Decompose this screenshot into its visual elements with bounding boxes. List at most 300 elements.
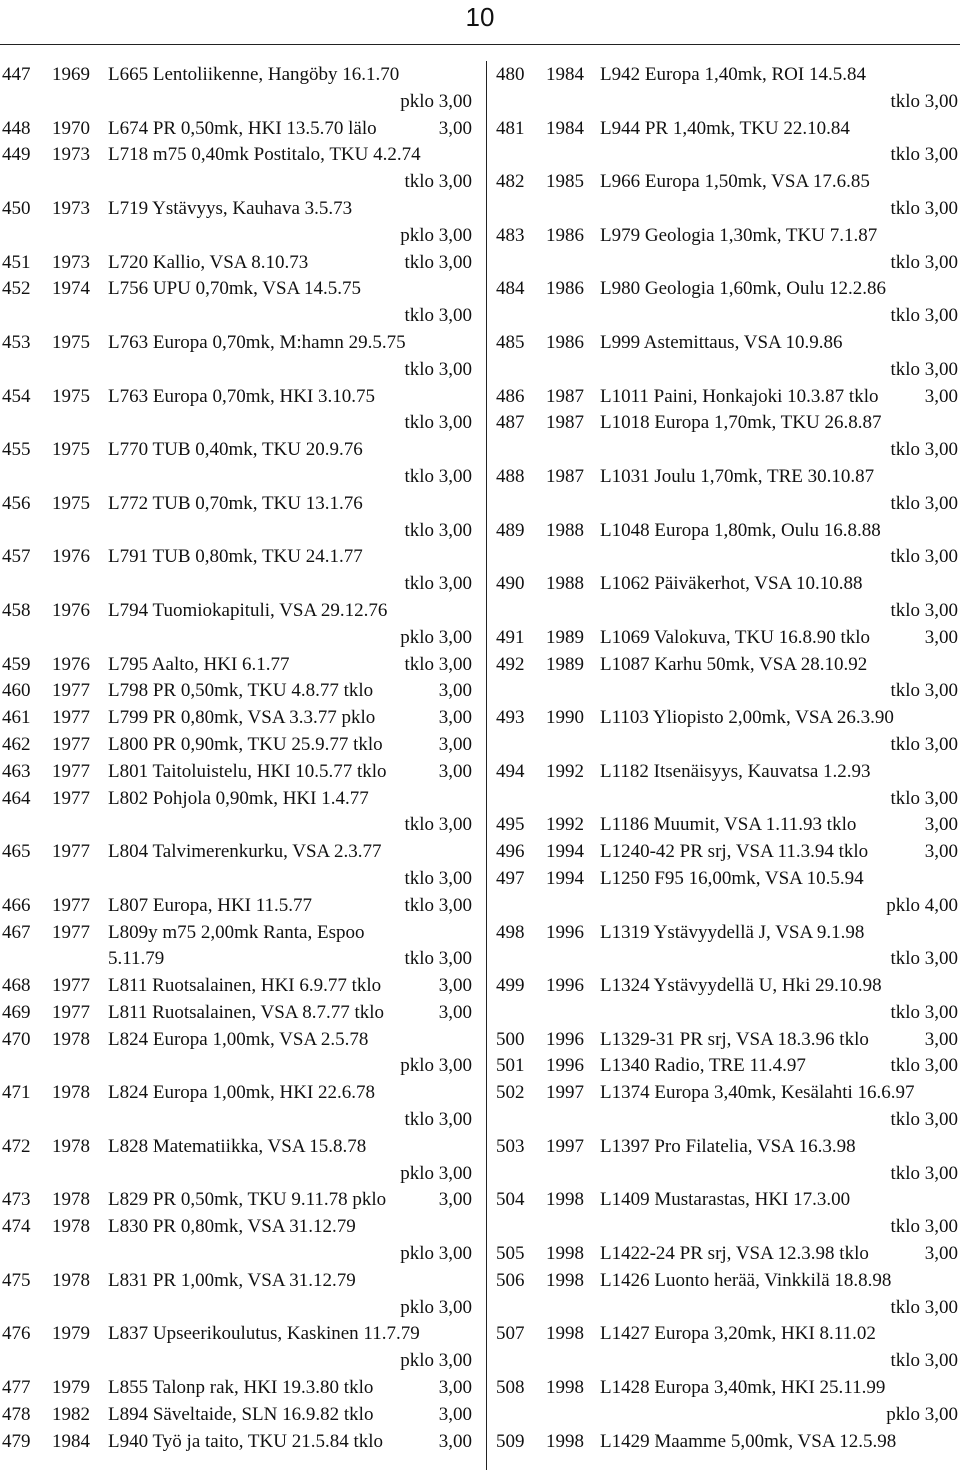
list-item (496, 946, 958, 973)
list-item (2, 946, 472, 973)
list-item (496, 1429, 958, 1456)
entry-year: 1973 (52, 251, 90, 273)
entry-postmark-price: 3,00 (438, 680, 472, 702)
entry-postmark-price: 3,00 (438, 760, 472, 782)
entry-description: L770 TUB 0,40mk, TKU 20.9.76 (108, 439, 363, 461)
list-item (496, 250, 958, 277)
entry-description: L1374 Europa 3,40mk, Kesälahti 16.6.97 (600, 1082, 915, 1104)
list-item (2, 1134, 472, 1161)
entry-postmark-price: tklo 3,00 (404, 1109, 472, 1131)
entry-postmark-price: 3,00 (438, 707, 472, 729)
entry-number: 485 (496, 331, 525, 353)
entry-number: 456 (2, 492, 31, 514)
list-item (496, 518, 958, 545)
entry-postmark-price: tklo 3,00 (404, 519, 472, 541)
entry-postmark-price: 3,00 (438, 975, 472, 997)
list-item (2, 1053, 472, 1080)
entry-description: L1426 Luonto herää, Vinkkilä 18.8.98 (600, 1269, 892, 1291)
entry-postmark-price: pklo 3,00 (400, 224, 472, 246)
list-item (2, 1107, 472, 1134)
entry-number: 502 (496, 1082, 525, 1104)
entry-year: 1975 (52, 439, 90, 461)
entry-number: 481 (496, 117, 525, 139)
entry-number: 477 (2, 1377, 31, 1399)
entry-year: 1992 (546, 760, 584, 782)
entry-year: 1974 (52, 278, 90, 300)
entry-description: L1427 Europa 3,20mk, HKI 8.11.02 (600, 1323, 876, 1345)
entry-postmark-price: pklo 3,00 (400, 1243, 472, 1265)
entry-number: 449 (2, 144, 31, 166)
list-item (2, 357, 472, 384)
entry-number: 508 (496, 1377, 525, 1399)
entry-description: L763 Europa 0,70mk, M:hamn 29.5.75 (108, 331, 406, 353)
entry-year: 1990 (546, 707, 584, 729)
entry-description: L980 Geologia 1,60mk, Oulu 12.2.86 (600, 278, 887, 300)
entry-postmark-price: tklo 3,00 (404, 653, 472, 675)
entry-description: L966 Europa 1,50mk, VSA 17.6.85 (600, 171, 870, 193)
entry-postmark-price: tklo 3,00 (404, 573, 472, 595)
list-item (496, 893, 958, 920)
entry-year: 1988 (546, 519, 584, 541)
list-item (496, 1348, 958, 1375)
entry-number: 474 (2, 1216, 31, 1238)
list-item (2, 1402, 472, 1429)
entry-description: L1011 Paini, Honkajoki 10.3.87 tklo (600, 385, 879, 407)
entry-description: L1397 Pro Filatelia, VSA 16.3.98 (600, 1135, 856, 1157)
entry-year: 1977 (52, 680, 90, 702)
entry-year: 1977 (52, 1001, 90, 1023)
entry-description: L718 m75 0,40mk Postitalo, TKU 4.2.74 (108, 144, 421, 166)
list-item (496, 598, 958, 625)
entry-number: 480 (496, 64, 525, 85)
list-item (496, 544, 958, 571)
entry-number: 479 (2, 1430, 31, 1452)
entry-postmark-price: tklo 3,00 (890, 787, 958, 809)
entry-description: L795 Aalto, HKI 6.1.77 (108, 653, 290, 675)
entry-postmark-price: tklo 3,00 (890, 1216, 958, 1238)
entry-number: 468 (2, 975, 31, 997)
entry-year: 1982 (52, 1403, 90, 1425)
list-item (2, 1375, 472, 1402)
list-item (2, 920, 472, 947)
list-item (496, 196, 958, 223)
entry-year: 1978 (52, 1028, 90, 1050)
entry-year: 1996 (546, 1028, 584, 1050)
entry-description: L1409 Mustarastas, HKI 17.3.00 (600, 1189, 851, 1211)
entry-description: L801 Taitoluistelu, HKI 10.5.77 tklo (108, 760, 387, 782)
list-item (2, 437, 472, 464)
list-item (2, 678, 472, 705)
entry-postmark-price: tklo 3,00 (890, 439, 958, 461)
entry-description: L837 Upseerikoulutus, Kaskinen 11.7.79 (108, 1323, 420, 1345)
entry-postmark-price: 3,00 (924, 1028, 958, 1050)
entry-year: 1976 (52, 546, 90, 568)
left-column (2, 62, 472, 1455)
entry-postmark-price: pklo 3,00 (400, 1296, 472, 1318)
entry-number: 454 (2, 385, 31, 407)
entry-number: 492 (496, 653, 525, 675)
list-item (2, 223, 472, 250)
list-item (2, 250, 472, 277)
entry-year: 1973 (52, 197, 90, 219)
entry-number: 475 (2, 1269, 31, 1291)
entry-year: 1996 (546, 975, 584, 997)
entry-year: 1998 (546, 1430, 584, 1452)
entry-postmark-price: pklo 3,00 (400, 1350, 472, 1372)
entry-number: 447 (2, 64, 31, 85)
entry-number: 501 (496, 1055, 525, 1077)
entry-year: 1977 (52, 841, 90, 863)
entry-number: 495 (496, 814, 525, 836)
entry-number: 472 (2, 1135, 31, 1157)
entry-description: L1428 Europa 3,40mk, HKI 25.11.99 (600, 1377, 886, 1399)
entry-postmark-price: tklo 3,00 (890, 1296, 958, 1318)
entry-description: L799 PR 0,80mk, VSA 3.3.77 pklo (108, 707, 376, 729)
list-item (2, 384, 472, 411)
entry-postmark-price: tklo 3,00 (404, 358, 472, 380)
list-item (2, 276, 472, 303)
list-item (2, 812, 472, 839)
list-item (496, 1402, 958, 1429)
entry-year: 1984 (546, 117, 584, 139)
entry-number: 499 (496, 975, 525, 997)
entry-description: L1329-31 PR srj, VSA 18.3.96 tklo (600, 1028, 869, 1050)
list-item (2, 116, 472, 143)
entry-number: 448 (2, 117, 31, 139)
entry-description: L1069 Valokuva, TKU 16.8.90 tklo (600, 626, 871, 648)
entry-number: 491 (496, 626, 525, 648)
entry-postmark-price: 3,00 (924, 841, 958, 863)
entry-description: L811 Ruotsalainen, VSA 8.7.77 tklo (108, 1001, 385, 1023)
list-item (2, 1080, 472, 1107)
list-item (496, 330, 958, 357)
entry-number: 465 (2, 841, 31, 863)
entry-postmark-price: 3,00 (924, 814, 958, 836)
list-item (496, 1295, 958, 1322)
entry-postmark-price: tklo 3,00 (890, 305, 958, 327)
top-rule (0, 44, 960, 45)
entry-year: 1985 (546, 171, 584, 193)
entry-postmark-price: tklo 3,00 (404, 171, 472, 193)
list-item (496, 705, 958, 732)
entry-postmark-price: 3,00 (924, 626, 958, 648)
list-item (2, 142, 472, 169)
list-item (2, 1214, 472, 1241)
entry-postmark-price: tklo 3,00 (890, 599, 958, 621)
entry-postmark-price: 3,00 (438, 1430, 472, 1452)
entry-number: 484 (496, 278, 525, 300)
list-item (496, 759, 958, 786)
entry-postmark-price: 3,00 (438, 733, 472, 755)
entry-year: 1987 (546, 465, 584, 487)
entry-description: L1103 Yliopisto 2,00mk, VSA 26.3.90 (600, 707, 894, 729)
list-item (2, 330, 472, 357)
page-number: 10 (465, 2, 495, 32)
list-item (2, 196, 472, 223)
entry-year: 1979 (52, 1377, 90, 1399)
list-item (496, 142, 958, 169)
entry-number: 487 (496, 412, 525, 434)
list-item (496, 1107, 958, 1134)
entry-postmark-price: tklo 3,00 (890, 251, 958, 273)
entry-description: L763 Europa 0,70mk, HKI 3.10.75 (108, 385, 376, 407)
list-item (496, 357, 958, 384)
entry-year: 1977 (52, 787, 90, 809)
entry-description: L772 TUB 0,70mk, TKU 13.1.76 (108, 492, 363, 514)
entry-description: L756 UPU 0,70mk, VSA 14.5.75 (108, 278, 362, 300)
entry-postmark-price: tklo 3,00 (890, 546, 958, 568)
entry-postmark-price: 3,00 (438, 1403, 472, 1425)
entry-year: 1997 (546, 1135, 584, 1157)
entry-description: L831 PR 1,00mk, VSA 31.12.79 (108, 1269, 356, 1291)
entry-number: 488 (496, 465, 525, 487)
list-item (2, 1027, 472, 1054)
entry-postmark-price: 3,00 (924, 385, 958, 407)
list-item (496, 89, 958, 116)
entry-year: 1992 (546, 814, 584, 836)
list-item (2, 491, 472, 518)
entry-year: 1977 (52, 975, 90, 997)
entry-description: L1250 F95 16,00mk, VSA 10.5.94 (600, 867, 864, 889)
entry-description: L809y m75 2,00mk Ranta, Espoo (108, 921, 365, 943)
list-item (2, 839, 472, 866)
entry-year: 1989 (546, 653, 584, 675)
entry-year: 1977 (52, 733, 90, 755)
entry-year: 1969 (52, 64, 90, 85)
entry-number: 451 (2, 251, 31, 273)
entry-description: L940 Työ ja taito, TKU 21.5.84 tklo (108, 1430, 384, 1452)
list-item (496, 276, 958, 303)
list-item (2, 1429, 472, 1456)
list-item (496, 1214, 958, 1241)
list-item (496, 973, 958, 1000)
entry-postmark-price: tklo 3,00 (404, 894, 472, 916)
entry-year: 1989 (546, 626, 584, 648)
entry-description: L979 Geologia 1,30mk, TKU 7.1.87 (600, 224, 878, 246)
entry-number: 470 (2, 1028, 31, 1050)
entry-number: 497 (496, 867, 525, 889)
entry-postmark-price: tklo 3,00 (890, 1162, 958, 1184)
entry-number: 461 (2, 707, 31, 729)
entry-postmark-price: tklo 3,00 (890, 1001, 958, 1023)
entry-number: 463 (2, 760, 31, 782)
entry-postmark-price: pklo 3,00 (886, 1403, 958, 1425)
entry-year: 1998 (546, 1269, 584, 1291)
list-item (496, 1321, 958, 1348)
entry-postmark-price: 3,00 (438, 117, 472, 139)
list-item (496, 1000, 958, 1027)
entry-postmark-price: tklo 3,00 (404, 305, 472, 327)
entry-year: 1978 (52, 1082, 90, 1104)
list-item (2, 1187, 472, 1214)
entry-year: 1976 (52, 653, 90, 675)
list-item (2, 598, 472, 625)
entry-description: L1324 Ystävyydellä U, Hki 29.10.98 (600, 975, 882, 997)
entry-number: 467 (2, 921, 31, 943)
list-item (2, 169, 472, 196)
entry-number: 462 (2, 733, 31, 755)
entry-year: 1970 (52, 117, 90, 139)
list-item (496, 169, 958, 196)
list-item (496, 866, 958, 893)
entry-year: 1986 (546, 224, 584, 246)
list-item (2, 786, 472, 813)
entry-postmark-price: pklo 3,00 (400, 1162, 472, 1184)
entry-postmark-price: pklo 3,00 (400, 90, 472, 112)
entry-postmark-price: tklo 3,00 (890, 1055, 958, 1077)
entry-description: L824 Europa 1,00mk, VSA 2.5.78 (108, 1028, 369, 1050)
entry-postmark-price: 3,00 (924, 1243, 958, 1265)
entry-postmark-price: pklo 3,00 (400, 1055, 472, 1077)
entry-description: L1240-42 PR srj, VSA 11.3.94 tklo (600, 841, 869, 863)
list-item (2, 464, 472, 491)
entry-description: L1429 Maamme 5,00mk, VSA 12.5.98 (600, 1430, 897, 1452)
entry-description: L807 Europa, HKI 11.5.77 (108, 894, 313, 916)
entry-description: L791 TUB 0,80mk, TKU 24.1.77 (108, 546, 363, 568)
entry-description: L829 PR 0,50mk, TKU 9.11.78 pklo (108, 1189, 387, 1211)
entry-number: 506 (496, 1269, 525, 1291)
list-item (2, 652, 472, 679)
entry-year: 1996 (546, 1055, 584, 1077)
entry-number: 466 (2, 894, 31, 916)
entry-description: L1422-24 PR srj, VSA 12.3.98 tklo (600, 1243, 869, 1265)
entry-number: 469 (2, 1001, 31, 1023)
entry-postmark-price: tklo 3,00 (890, 948, 958, 970)
list-item (496, 652, 958, 679)
entry-postmark-price: tklo 3,00 (890, 1109, 958, 1131)
entry-description: 5.11.79 (108, 948, 165, 970)
entry-year: 1987 (546, 385, 584, 407)
entry-description: L1319 Ystävyydellä J, VSA 9.1.98 (600, 921, 865, 943)
list-item (496, 812, 958, 839)
entry-year: 1977 (52, 894, 90, 916)
list-item (496, 1027, 958, 1054)
entry-number: 452 (2, 278, 31, 300)
entry-year: 1997 (546, 1082, 584, 1104)
entry-postmark-price: tklo 3,00 (404, 465, 472, 487)
entry-year: 1975 (52, 492, 90, 514)
entry-number: 489 (496, 519, 525, 541)
entry-number: 473 (2, 1189, 31, 1211)
entry-number: 486 (496, 385, 525, 407)
entry-postmark-price: pklo 3,00 (400, 626, 472, 648)
entry-year: 1984 (546, 64, 584, 85)
entry-year: 1978 (52, 1189, 90, 1211)
entry-postmark-price: tklo 3,00 (890, 733, 958, 755)
list-item (2, 62, 472, 89)
entry-number: 460 (2, 680, 31, 702)
entry-year: 1975 (52, 385, 90, 407)
entry-postmark-price: tklo 3,00 (404, 814, 472, 836)
entry-description: L798 PR 0,50mk, TKU 4.8.77 tklo (108, 680, 374, 702)
entry-year: 1986 (546, 331, 584, 353)
entry-description: L665 Lentoliikenne, Hangöby 16.1.70 (108, 64, 400, 85)
list-item (496, 786, 958, 813)
entry-description: L1048 Europa 1,80mk, Oulu 16.8.88 (600, 519, 881, 541)
entry-postmark-price: tklo 3,00 (890, 1350, 958, 1372)
list-item (496, 491, 958, 518)
entry-year: 1979 (52, 1323, 90, 1345)
list-item (496, 223, 958, 250)
list-item (2, 571, 472, 598)
entry-description: L999 Astemittaus, VSA 10.9.86 (600, 331, 843, 353)
entry-description: L942 Europa 1,40mk, ROI 14.5.84 (600, 64, 866, 85)
entry-postmark-price: 3,00 (438, 1189, 472, 1211)
entry-postmark-price: tklo 3,00 (890, 197, 958, 219)
entry-description: L944 PR 1,40mk, TKU 22.10.84 (600, 117, 850, 139)
entry-year: 1973 (52, 144, 90, 166)
entry-description: L811 Ruotsalainen, HKI 6.9.77 tklo (108, 975, 382, 997)
entry-postmark-price: tklo 3,00 (890, 358, 958, 380)
entry-year: 1998 (546, 1377, 584, 1399)
entry-description: L830 PR 0,80mk, VSA 31.12.79 (108, 1216, 356, 1238)
list-item (2, 89, 472, 116)
entry-postmark-price: pklo 4,00 (886, 894, 958, 916)
entry-description: L1182 Itsenäisyys, Kauvatsa 1.2.93 (600, 760, 871, 782)
entry-number: 476 (2, 1323, 31, 1345)
entry-postmark-price: 3,00 (438, 1377, 472, 1399)
entry-number: 482 (496, 171, 525, 193)
list-item (496, 1161, 958, 1188)
entry-year: 1988 (546, 573, 584, 595)
list-item (496, 384, 958, 411)
list-item (2, 866, 472, 893)
entry-number: 483 (496, 224, 525, 246)
entry-description: L1087 Karhu 50mk, VSA 28.10.92 (600, 653, 868, 675)
list-item (2, 759, 472, 786)
list-item (2, 1268, 472, 1295)
entry-year: 1994 (546, 841, 584, 863)
list-item (2, 732, 472, 759)
entry-year: 1998 (546, 1243, 584, 1265)
list-item (496, 839, 958, 866)
entry-postmark-price: tklo 3,00 (404, 867, 472, 889)
entry-postmark-price: tklo 3,00 (890, 680, 958, 702)
list-item (496, 62, 958, 89)
entry-year: 1984 (52, 1430, 90, 1452)
list-item (2, 625, 472, 652)
entry-year: 1986 (546, 278, 584, 300)
entry-year: 1977 (52, 707, 90, 729)
list-item (496, 1187, 958, 1214)
entry-description: L824 Europa 1,00mk, HKI 22.6.78 (108, 1082, 376, 1104)
entry-number: 471 (2, 1082, 31, 1104)
entry-year: 1975 (52, 331, 90, 353)
list-item (2, 518, 472, 545)
list-item (496, 437, 958, 464)
list-item (496, 1268, 958, 1295)
entry-postmark-price: tklo 3,00 (890, 144, 958, 166)
entry-year: 1998 (546, 1189, 584, 1211)
entry-postmark-price: tklo 3,00 (890, 492, 958, 514)
list-item (2, 1241, 472, 1268)
entry-number: 493 (496, 707, 525, 729)
entry-year: 1987 (546, 412, 584, 434)
entry-postmark-price: tklo 3,00 (404, 948, 472, 970)
entry-description: L804 Talvimerenkurku, VSA 2.3.77 (108, 841, 382, 863)
entry-year: 1978 (52, 1216, 90, 1238)
list-item (496, 464, 958, 491)
list-item (2, 973, 472, 1000)
entry-number: 459 (2, 653, 31, 675)
list-item (496, 1241, 958, 1268)
entry-description: L1186 Muumit, VSA 1.11.93 tklo (600, 814, 857, 836)
list-item (496, 116, 958, 143)
list-item (2, 1295, 472, 1322)
entry-description: L720 Kallio, VSA 8.10.73 (108, 251, 309, 273)
entry-postmark-price: 3,00 (438, 1001, 472, 1023)
entry-description: L828 Matematiikka, VSA 15.8.78 (108, 1135, 367, 1157)
